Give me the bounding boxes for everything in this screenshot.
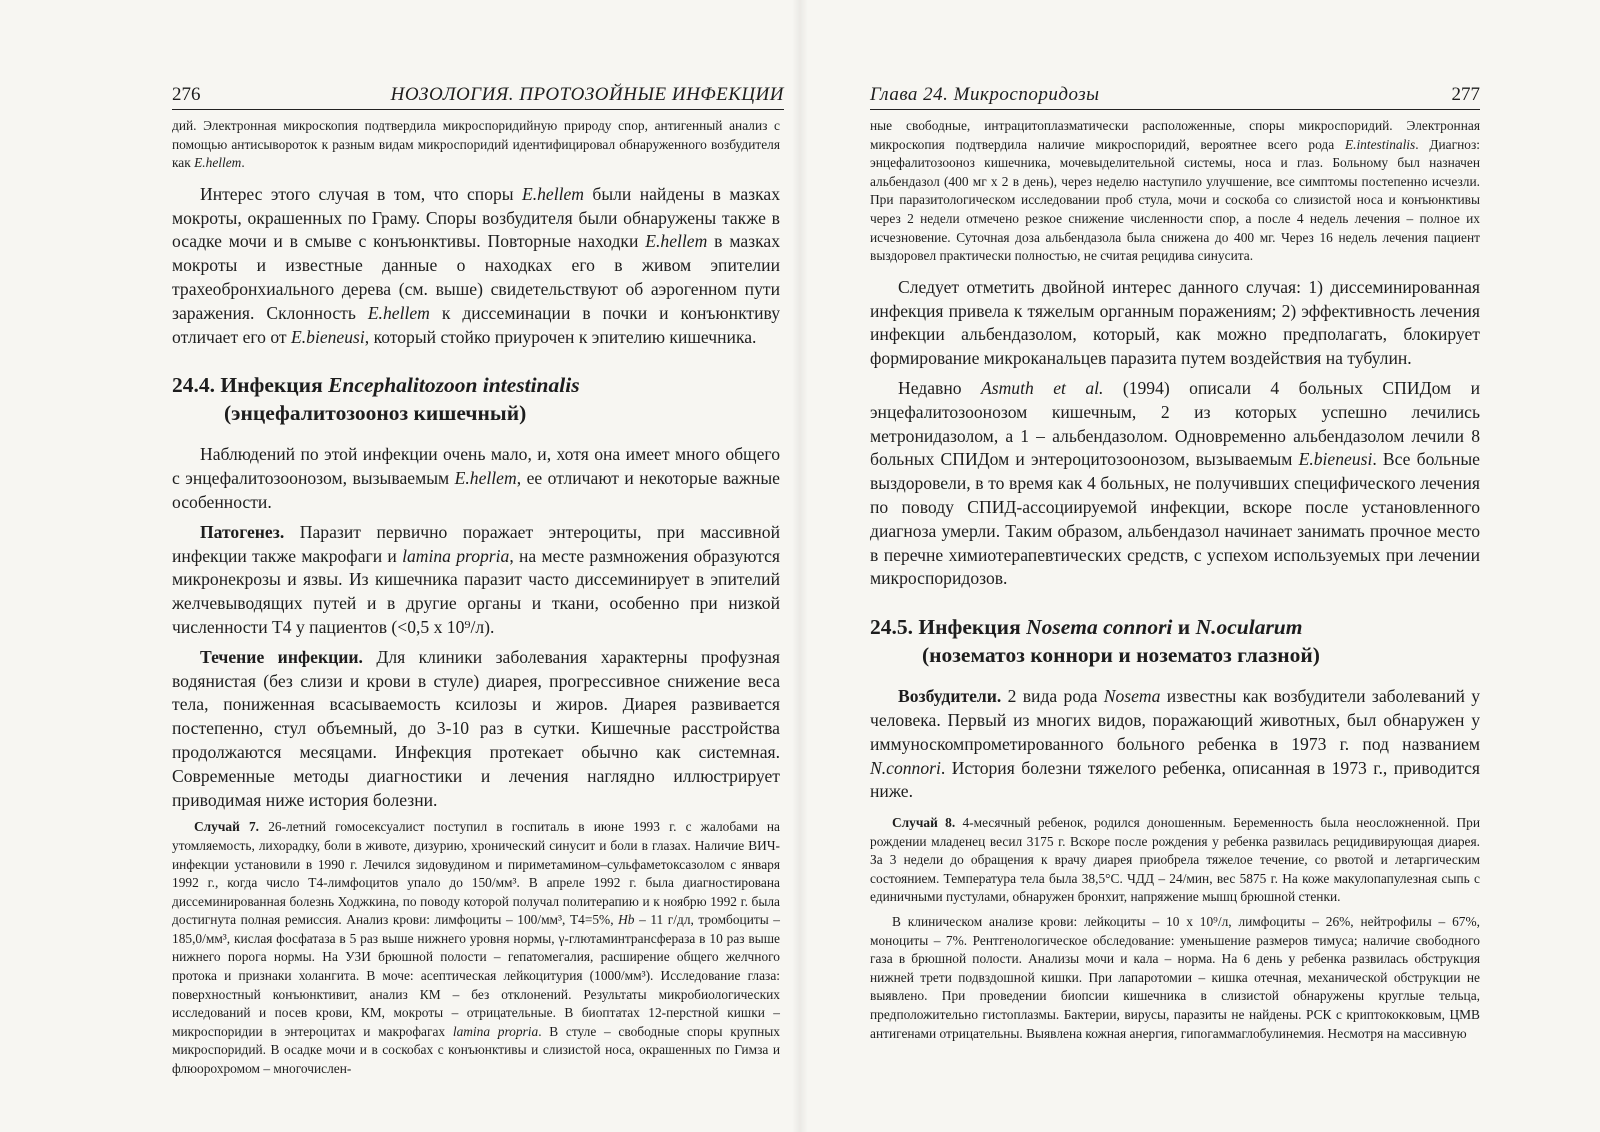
paragraph-intro: Наблюдений по этой инфекции очень мало, и, хотя она имеет много общего с энцефалитозоонозом, вызываемым E.hellem, ее отличают и некоторые важные особенности. <box>172 444 780 512</box>
paragraph-pathogens: Возбудители. 2 вида рода Nosema известны как возбудители заболеваний у человека. Первый из многих видов, поражающий животных, был обнаружен у иммуноскомпрометированного больного ребенка в 1973 г. под названием N.connori. История болезни тяжелого ребенка, описанная в 1973 г., приводится ниже. <box>870 686 1480 802</box>
text-column-right <box>870 117 1480 1043</box>
case-7: Случай 7. 26-летний гомосексуалист поступил в госпиталь в июне 1993 г. с жалобами на утомляемость, лихорадку, боли в животе, дизурию, хронический синусит и боли в глазах. Наличие ВИЧ-инфекции установили в 1990 г. Лечился зидовудином и пириметамином–сульфаметоксазолом с января 1992 г., когда число Т4-лимфоцитов упало до 150/мм³. В апреле 1992 г. была диагностирована диссеминированная болезнь Ходжкина, по поводу которой получал политерапию и к ноябрю 1992 г. была достигнута полная ремиссия. Анализ крови: лимфоциты – 100/мм³, Т4=5%, Hb – 11 г/дл, тромбоциты – 185,0/мм³, кислая фосфатаза в 5 раз выше нижнего уровня нормы, γ-глютаминтрансфераза в 10 раз выше нижнего порога нормы. На УЗИ брюшной полости – гепатомегалия, расширение общего желчного протока и признаки холангита. В моче: асептическая лейкоцитурия (1000/мм³). Исследование глаза: поверхностный конъюнктивит, анализ КМ – без отклонений. Результаты микробиологических исследований и посев крови, КМ, мокроты – отрицательные. В биоптатах 12-перстной кишки – микроспоридии в энтероцитах и макрофагах lamina propria. В стуле – свободные споры крупных микроспоридий. В осадке мочи и в соскобах с конъюнктивы и слизистой носа, окрашенных по Гимза и флюорохромом – многочислен- <box>172 819 781 1077</box>
case-6-continuation: дий. Электронная микроскопия подтвердила микроспоридийную природу спор, антигенный анализ с помощью антисывороток к разным видам микроспоридий идентифицировал обнаруженного возбудителя как E.hellem. <box>172 118 780 171</box>
right-page <box>800 0 1600 1132</box>
case-8: Случай 8. 4-месячный ребенок, родился доношенным. Беременность была неосложненной. При рождении младенец весил 3175 г. Вскоре после рождения у ребенка развилась рецидивирующая диарея. За 3 недели до обращения к врачу диарея приобрела тяжелое течение, со рвотой и летаргическим состоянием. Температура тела была 38,5°С. ЧДД – 24/мин, вес 5875 г. На коже макулопапулезная сыпь с единичными пустулами, обнаружен бронхит, напряжение мышц брюшной стенки. <box>870 815 1481 905</box>
running-title: Глава 24. Микроспоридозы <box>870 84 1100 105</box>
case-8-blood-analysis: В клиническом анализе крови: лейкоциты – 10 x 10⁹/л, лимфоциты – 26%, нейтрофилы – 67%, моноциты – 7%. Рентгенологическое обследование: уменьшение размеров тимуса; наличие свободного газа в брюшной полости. Анализы мочи и кала – норма. На 6 день у ребенка развилась обструкция нижней трети подвздошной кишки. При лапаротомии – кишка отечная, механической обструкции не выявлено. При проведении биопсии кишечника в слизистой обнаружены круглые тельца, предположительно гистоплазмы. Бактерии, вирусы, паразиты не найдены. РСК с криптококковым, ЦМВ антигенами отрицательны. Выявлена кожная анергия, гипогаммаглобулинемия. Несмотря на массивную <box>870 914 1480 1041</box>
paragraph-double-interest: Следует отметить двойной интерес данного случая: 1) диссеминированная инфекция привела к тяжелым органным поражениям; 2) эффективность лечения инфекции альбендазолом, который, как можно предполагать, блокирует формирование микроканальцев паразита путем воздействия на тубулин. <box>870 276 1480 369</box>
paragraph-course: Течение инфекции. Для клиники заболевания характерны профузная водянистая (без слизи и крови в стуле) диарея, прогрессивное снижение веса тела, пониженная всасываемость ксилозы и жиров. Диарея развивается постепенно, стул объемный, до 3-10 раз в сутки. Кишечные расстройства продолжаются месяцами. Инфекция протекает обычно как системная. Современные методы диагностики и лечения наглядно иллюстрирует приводимая ниже история болезни. <box>172 646 780 810</box>
paragraph-asmuth: Недавно Asmuth et al. (1994) описали 4 больных СПИДом и энцефалитозоонозом кишечным, 2 из которых успешно лечились метронидазолом, а 1 – альбендазолом. Одновременно альбендазолом лечили 8 больных СПИДом и энтероцитозоонозом, вызываемым E.bieneusi. Все больные выздоровели, в то время как 4 больных, не получивших специфического лечения по поводу СПИД-ассоциируемой инфекции, вскоре после установленного диагноза умерли. Таким образом, альбендазол начинает занимать прочное место в перечне химиотерапевтических средств, с успехом используемых при лечении микроспоридозов. <box>870 377 1481 589</box>
page-number: 277 <box>1451 84 1480 105</box>
page-number: 276 <box>172 84 201 105</box>
running-header-right <box>870 84 1480 110</box>
section-heading-24-4: 24.4. Инфекция Encephalitozoon intestinalis (энцефалитозооноз кишечный) <box>172 373 580 426</box>
case-7-continuation: ные свободные, интрацитоплазматически расположенные, споры микроспоридий. Электронная микроскопия подтвердила наличие микроспоридий, вероятнее всего рода E.intestinalis. Диагноз: энцефалитозооноз кишечника, мочевыделительной системы, носа и глаз. Больному был назначен альбендазол (400 мг x 2 в день), через неделю наступило улучшение, все симптомы постепенно исчезли. При паразитологическом исследовании проб стула, мочи и соскоба со слизистой носа и конъюнктивы через 2 недели отмечено резкое снижение численности спор, а после 4 недель лечения – полное их исчезновение. Суточная доза альбендазола была снижена до 400 мг. Через 16 недель лечения пациент выздоровел практически полностью, не считая рецидива синусита. <box>870 118 1480 264</box>
paragraph-pathogenesis: Патогенез. Паразит первично поражает энтероциты, при массивной инфекции также макрофаги и lamina propria, на месте размножения образуются микронекрозы и язвы. Из кишечника паразит часто диссеминирует в эпителий желчевыводящих путей и в другие органы и ткани, особенно при низкой численности Т4 у пациентов (<0,5 x 10⁹/л). <box>172 521 780 637</box>
running-title: НОЗОЛОГИЯ. ПРОТОЗОЙНЫЕ ИНФЕКЦИИ <box>390 84 784 105</box>
paragraph-case-interest: Интерес этого случая в том, что споры E.hellem были найдены в мазках мокроты, окрашенных по Граму. Споры возбудителя были обнаружены также в осадке мочи и в смыве с конъюнктивы. Повторные находки E.hellem в мазках мокроты и известные данные о находках его в живом эпителии трахеобронхиального дерева (см. выше) свидетельствуют об аэрогенном пути заражения. Склонность E.hellem к диссеминации в почки и конъюнктиву отличает его от E.bieneusi, который стойко приурочен к эпителию кишечника. <box>172 183 781 347</box>
text-column-left <box>172 117 780 1079</box>
section-heading-24-5: 24.5. Инфекция Nosema connori и N.ocularum (нозематоз коннори и нозематоз глазной) <box>870 615 1320 668</box>
running-header-left <box>172 84 784 110</box>
